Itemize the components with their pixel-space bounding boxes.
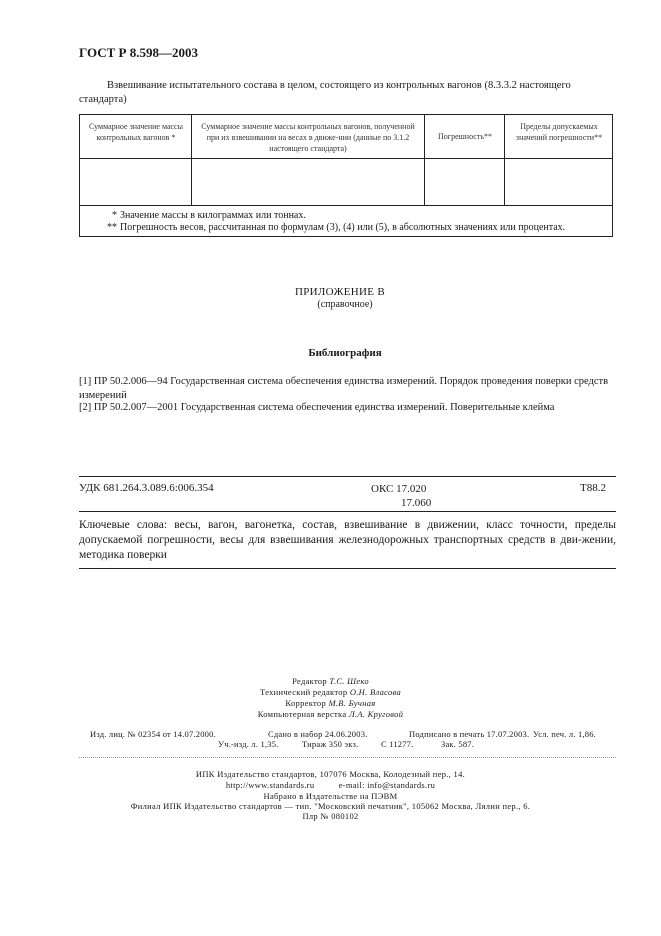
print-run-info: Тираж 350 экз. — [302, 739, 359, 749]
column-divider — [424, 115, 425, 205]
license-info: Изд. лиц. № 02354 от 14.07.2000. — [90, 729, 216, 739]
standard-header: ГОСТ Р 8.598—2003 — [79, 45, 198, 60]
separator-line — [79, 476, 616, 477]
footnote-text: Погрешность весов, рассчитанная по формулам (3), (4) или (5), в абсолютных значениях или процентах. — [120, 222, 566, 233]
oks-line: 17.060 — [401, 497, 432, 509]
column-divider — [191, 115, 192, 205]
table-header-cell: Пределы допускаемых значений погрешности** — [515, 122, 603, 142]
footnote-mark: ** — [107, 222, 117, 233]
classification-code: Т88.2 — [580, 482, 606, 494]
separator-line — [79, 511, 616, 512]
credit-name: Т.С. Шеко — [329, 676, 369, 686]
weighing-table — [79, 114, 613, 237]
appendix-title: ПРИЛОЖЕНИЕ В — [294, 286, 385, 298]
table-header-cell: Суммарное значение массы контрольных вагонов, полученной при их взвешивании на весах в движе-нии (данные по 3.1.2 настоящего стандарта) — [201, 122, 415, 153]
credit-line — [0, 709, 661, 719]
sent-info: Сдано в набор 24.06.2003. — [268, 729, 368, 739]
credit-role: Компьютерная верстка — [257, 709, 347, 719]
footnote-mark: * — [112, 210, 117, 221]
credit-role: Корректор — [285, 698, 327, 708]
column-divider — [504, 115, 505, 205]
intro-paragraph: Взвешивание испытательного состава в целом, состоящего из контрольных вагонов (8.3.3.2 настоящего стандарта) — [79, 80, 571, 105]
credit-role: Технический редактор — [259, 687, 348, 697]
dotted-separator — [79, 757, 616, 758]
table-header-cell: Погрешность** — [438, 132, 492, 141]
publisher-line: Набрано в Издательстве на ПЭВМ — [263, 791, 398, 801]
sheets-info: Усл. печ. л. 1,86. — [533, 729, 596, 739]
credit-role: Редактор — [292, 676, 327, 686]
credit-line — [0, 687, 661, 697]
signed-info: Подписано в печать 17.07.2003. — [409, 729, 530, 739]
oks-code — [371, 482, 431, 510]
credit-line — [0, 698, 661, 708]
publisher-line: http://www.standards.ru e-mail: info@standards.ru — [225, 780, 436, 790]
publisher-line: Плр № 080102 — [302, 811, 359, 821]
order-info: Зак. 587. — [441, 739, 475, 749]
publisher-line: Филиал ИПК Издательство стандартов — тип. "Московский печатник", 105062 Москва, Лялин пер., 6. — [130, 801, 531, 811]
appendix-subtitle: (справочное) — [317, 299, 373, 310]
credit-line — [0, 676, 661, 686]
credit-name: О.Н. Власова — [349, 687, 402, 697]
edit-sheets-info: Уч.-изд. л. 1,35. — [218, 739, 279, 749]
bibliography-item: [2] ПР 50.2.007—2001 Государственная система обеспечения единства измерений. Поверительные клейма — [79, 402, 555, 413]
body-row-divider — [80, 205, 612, 206]
footnote-text: Значение массы в килограммах или тоннах. — [120, 210, 306, 221]
bibliography-title: Библиография — [308, 347, 382, 359]
credit-name: Л.А. Круговой — [348, 709, 404, 719]
table-header-cell: Суммарное значение массы контрольных вагонов * — [89, 122, 183, 142]
udk-code: УДК 681.264.3.089.6:006.354 — [79, 482, 214, 494]
header-row-divider — [80, 158, 612, 159]
bibliography-item: [1] ПР 50.2.006—94 Государственная система обеспечения единства измерений. Порядок проведения поверки средств измерений — [79, 376, 609, 401]
keywords-paragraph: Ключевые слова: весы, вагон, вагонетка, состав, взвешивание в движении, класс точности, пределы допускаемой погрешности, весы для взвешивания железнодорожных транспортных средств в дви-жении, методика поверки — [79, 519, 616, 561]
publisher-line: ИПК Издательство стандартов, 107076 Москва, Колодезный пер., 14. — [195, 769, 466, 779]
separator-line — [79, 568, 616, 569]
credit-name: М.В. Бучная — [328, 698, 376, 708]
order-c-info: С 11277. — [381, 739, 414, 749]
oks-line: ОКС 17.020 — [371, 483, 427, 495]
